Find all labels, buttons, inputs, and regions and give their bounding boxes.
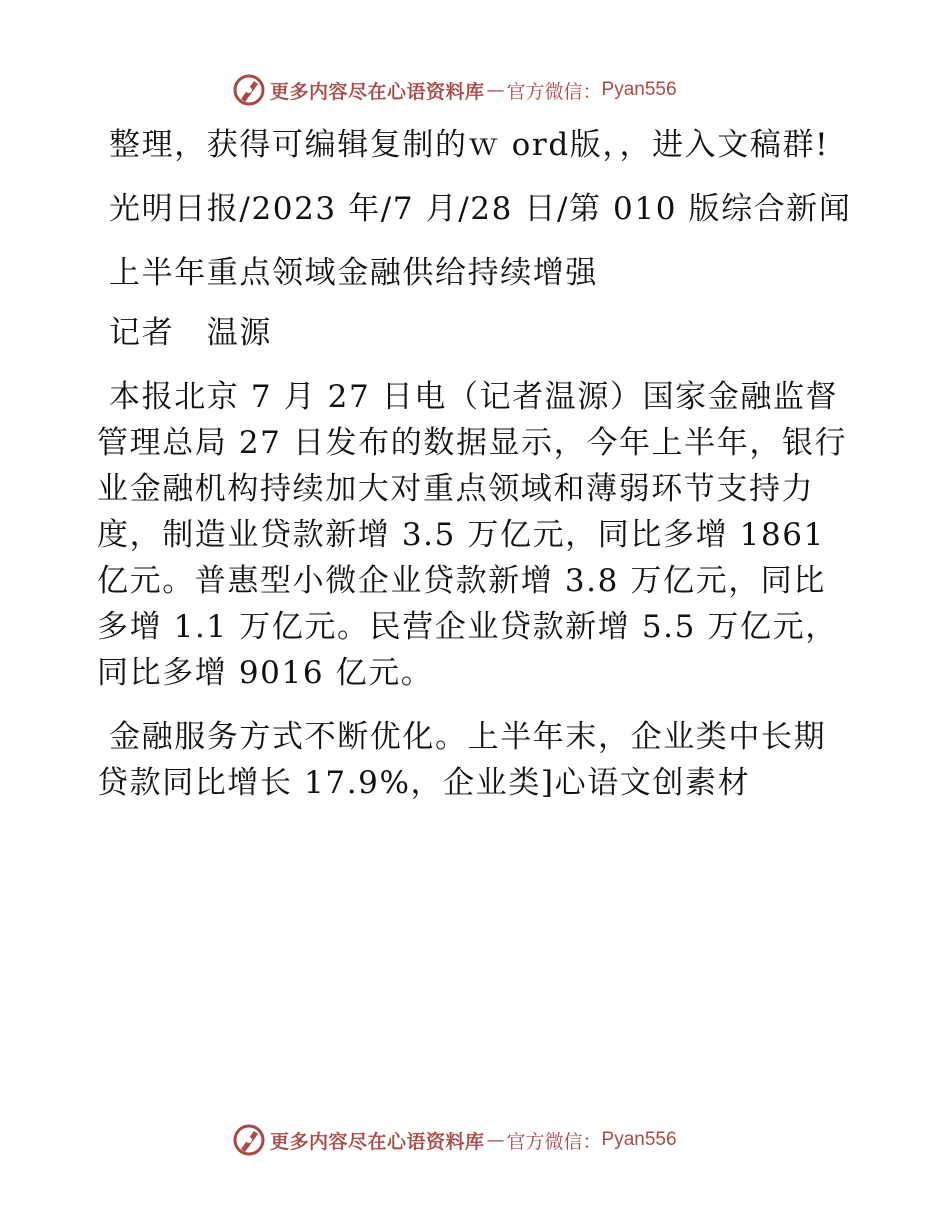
banner-dash: —: [486, 1129, 505, 1151]
article-body: [97, 122, 857, 824]
banner-dash: —: [486, 79, 505, 101]
banner-text: 更多内容尽在心语资料库: [270, 1130, 485, 1153]
banner-handle: Pyan556: [601, 79, 677, 100]
header-banner: [232, 70, 732, 110]
body-paragraph: 金融服务方式不断优化。上半年末，企业类中长期贷款同比增长 17.9%，企业类]心语文创素材: [97, 719, 827, 801]
intro-note: 整理，获得可编辑复制的ｗ ord版，，进入文稿群!: [109, 127, 830, 163]
footer-banner: [232, 1120, 732, 1160]
article-title: 上半年重点领域金融供给持续增强: [109, 255, 598, 291]
banner-label: 官方微信：: [506, 1130, 602, 1153]
body-paragraph: 本报北京 7 月 27 日电（记者温源）国家金融监督管理总局 27 日发布的数据显示，今年上半年，银行业金融机构持续加大对重点领域和薄弱环节支持力度，制造业贷款新增 3.5 万亿元，同比多增 1861 亿元。普惠型小微企业贷款新增 3.8 万亿元，同比多增 1.1 万亿元。民营企业贷款新增 5.5 万亿元，同比多增 9016 亿元。: [97, 379, 848, 691]
banner-text: 更多内容尽在心语资料库: [270, 80, 485, 103]
banner-handle: Pyan556: [601, 1129, 677, 1150]
pen-logo-icon: [232, 73, 266, 107]
pen-logo-icon: [232, 1123, 266, 1157]
banner-label: 官方微信：: [506, 80, 602, 103]
byline: 记者 温源: [109, 315, 272, 351]
source-line: 光明日报/2023 年/7 月/28 日/第 010 版综合新闻: [109, 191, 852, 227]
